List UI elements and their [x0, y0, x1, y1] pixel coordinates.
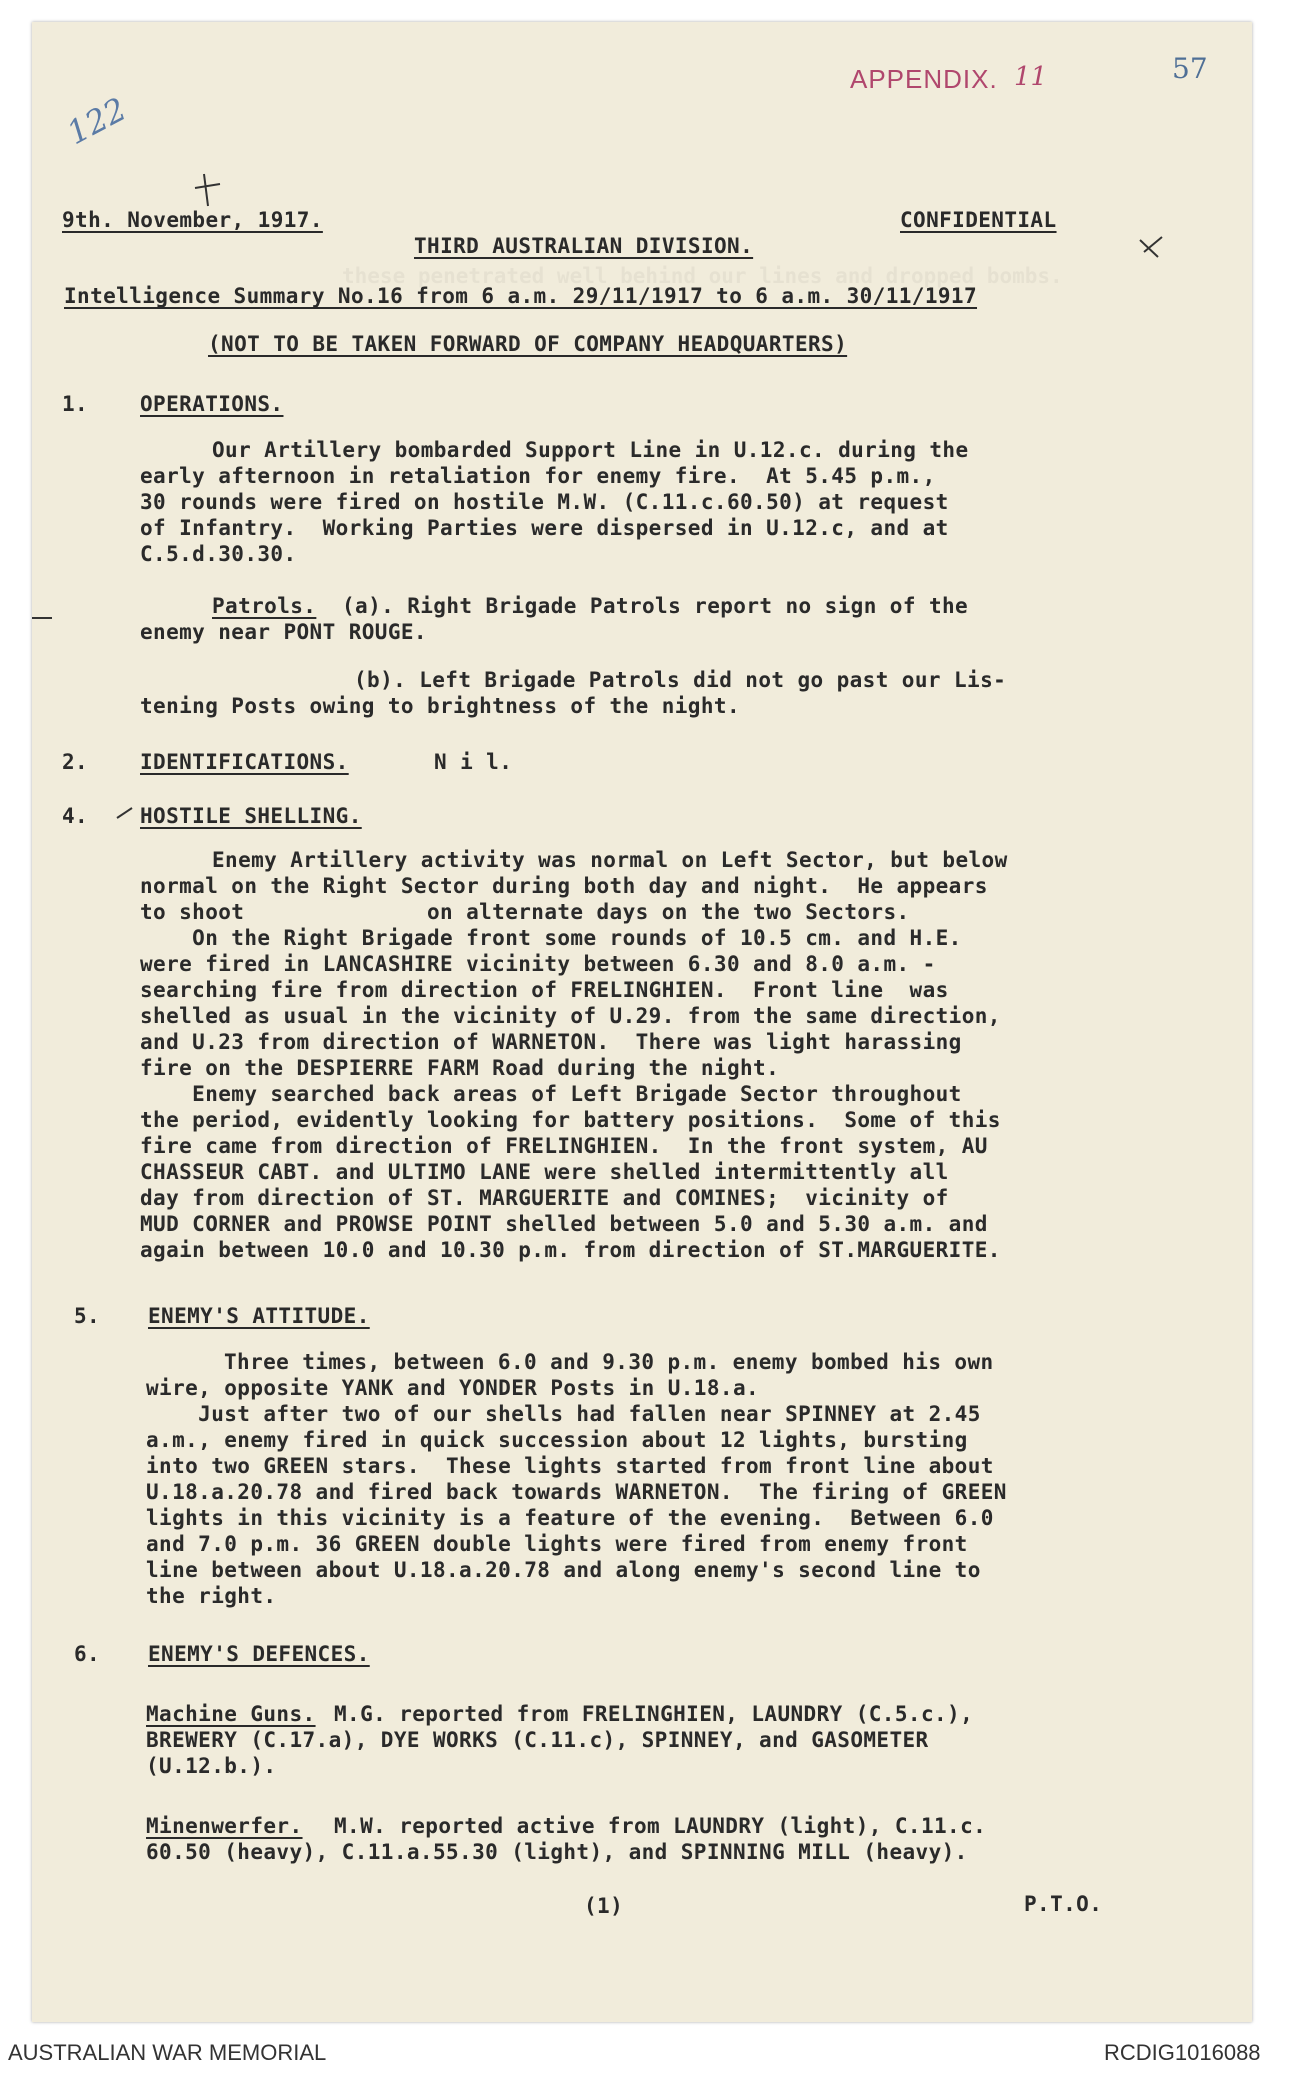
operations-line: Our Artillery bombarded Support Line in U.12.c. during the: [212, 438, 969, 462]
section-number: 4.: [62, 804, 89, 828]
operations-line: C.5.d.30.30.: [140, 542, 297, 566]
attitude-line: Three times, between 6.0 and 9.30 p.m. enemy bombed his own: [224, 1350, 994, 1374]
shelling-line: normal on the Right Sector during both day and night. He appears: [140, 874, 988, 898]
confidential-label: CONFIDENTIAL: [900, 208, 1057, 232]
document-page: [32, 22, 1252, 2022]
patrols-a-text: (a). Right Brigade Patrols report no sign of the: [342, 594, 969, 618]
identifications-heading: IDENTIFICATIONS.: [140, 750, 349, 774]
shelling-line: day from direction of ST. MARGUERITE and COMINES; vicinity of: [140, 1186, 949, 1210]
page-number: (1): [584, 1894, 624, 1918]
section-number: 6.: [74, 1642, 101, 1666]
document-date: 9th. November, 1917.: [62, 208, 323, 232]
enemy-defences-heading: ENEMY'S DEFENCES.: [148, 1642, 370, 1666]
shelling-line: fire came from direction of FRELINGHIEN. In the front system, AU: [140, 1134, 988, 1158]
shelling-line: the period, evidently looking for battery positions. Some of this: [140, 1108, 1001, 1132]
attitude-line: the right.: [146, 1584, 277, 1608]
summary-title: Intelligence Summary No.16 from 6 a.m. 29/11/1917 to 6 a.m. 30/11/1917: [64, 284, 978, 308]
handwritten-number: 122: [60, 89, 133, 153]
machine-guns-label: Machine Guns.: [146, 1702, 316, 1726]
attitude-line: and 7.0 p.m. 36 GREEN double lights were fired from enemy front: [146, 1532, 968, 1556]
shelling-line: shelled as usual in the vicinity of U.29. from the same direction,: [140, 1004, 1001, 1028]
section-number: 5.: [74, 1304, 101, 1328]
appendix-number: 11: [1014, 62, 1048, 92]
patrols-label: Patrols.: [212, 594, 317, 618]
patrols-b-text: (b). Left Brigade Patrols did not go past our Lis-: [354, 668, 1007, 692]
shelling-line: On the Right Brigade front some rounds of 10.5 cm. and H.E.: [140, 926, 962, 950]
minenwerfer-text: M.W. reported active from LAUNDRY (light), C.11.c.: [334, 1814, 987, 1838]
section-number: 2.: [62, 750, 89, 774]
attitude-line: a.m., enemy fired in quick succession about 12 lights, bursting: [146, 1428, 968, 1452]
patrols-b-text: tening Posts owing to brightness of the night.: [140, 694, 740, 718]
archive-name: AUSTRALIAN WAR MEMORIAL: [8, 2040, 327, 2065]
shelling-line: to shoot on alternate days on the two Sectors.: [140, 900, 910, 924]
pto-note: P.T.O.: [1024, 1892, 1103, 1916]
shelling-line: searching fire from direction of FRELINGHIEN. Front line was: [140, 978, 949, 1002]
machine-guns-text: BREWERY (C.17.a), DYE WORKS (C.11.c), SPINNEY, and GASOMETER: [146, 1728, 929, 1752]
page-number-stamp: 57: [1172, 52, 1208, 85]
attitude-line: lights in this vicinity is a feature of the evening. Between 6.0: [146, 1506, 994, 1530]
attitude-line: U.18.a.20.78 and fired back towards WARNETON. The firing of GREEN: [146, 1480, 1007, 1504]
attitude-line: wire, opposite YANK and YONDER Posts in U.18.a.: [146, 1376, 760, 1400]
shelling-line: fire on the DESPIERRE FARM Road during the night.: [140, 1056, 780, 1080]
shelling-line: Enemy searched back areas of Left Brigade Sector throughout: [140, 1082, 962, 1106]
operations-line: early afternoon in retaliation for enemy fire. At 5.45 p.m.,: [140, 464, 936, 488]
enemy-attitude-heading: ENEMY'S ATTITUDE.: [148, 1304, 370, 1328]
shelling-line: CHASSEUR CABT. and ULTIMO LANE were shelled intermittently all: [140, 1160, 949, 1184]
operations-line: 30 rounds were fired on hostile M.W. (C.11.c.60.50) at request: [140, 490, 949, 514]
hostile-shelling-heading: HOSTILE SHELLING.: [140, 804, 362, 828]
archive-reference: RCDIG1016088: [1104, 2040, 1261, 2065]
machine-guns-text: M.G. reported from FRELINGHIEN, LAUNDRY (C.5.c.),: [334, 1702, 974, 1726]
identifications-value: N i l.: [434, 750, 513, 774]
section-number: 1.: [62, 392, 89, 416]
shelling-line: were fired in LANCASHIRE vicinity between 6.30 and 8.0 a.m. -: [140, 952, 936, 976]
shelling-line: MUD CORNER and PROWSE POINT shelled between 5.0 and 5.30 a.m. and: [140, 1212, 988, 1236]
attitude-line: Just after two of our shells had fallen near SPINNEY at 2.45: [146, 1402, 981, 1426]
attitude-line: into two GREEN stars. These lights started from front line about: [146, 1454, 994, 1478]
operations-line: of Infantry. Working Parties were dispersed in U.12.c, and at: [140, 516, 949, 540]
operations-heading: OPERATIONS.: [140, 392, 284, 416]
shelling-line: again between 10.0 and 10.30 p.m. from direction of ST.MARGUERITE.: [140, 1238, 1001, 1262]
minenwerfer-label: Minenwerfer.: [146, 1814, 303, 1838]
attitude-line: line between about U.18.a.20.78 and along enemy's second line to: [146, 1558, 981, 1582]
machine-guns-text: (U.12.b.).: [146, 1754, 277, 1778]
appendix-stamp: APPENDIX.: [850, 64, 998, 94]
division-title: THIRD AUSTRALIAN DIVISION.: [414, 234, 754, 258]
bleed-through-text: these penetrated well behind our lines and dropped bombs.: [342, 264, 1063, 288]
patrols-a-text: enemy near PONT ROUGE.: [140, 620, 427, 644]
minenwerfer-text: 60.50 (heavy), C.11.a.55.30 (light), and SPINNING MILL (heavy).: [146, 1840, 968, 1864]
shelling-line: and U.23 from direction of WARNETON. There was light harassing: [140, 1030, 962, 1054]
restriction-note: (NOT TO BE TAKEN FORWARD OF COMPANY HEADQUARTERS): [208, 332, 848, 356]
shelling-line: Enemy Artillery activity was normal on Left Sector, but below: [212, 848, 1008, 872]
